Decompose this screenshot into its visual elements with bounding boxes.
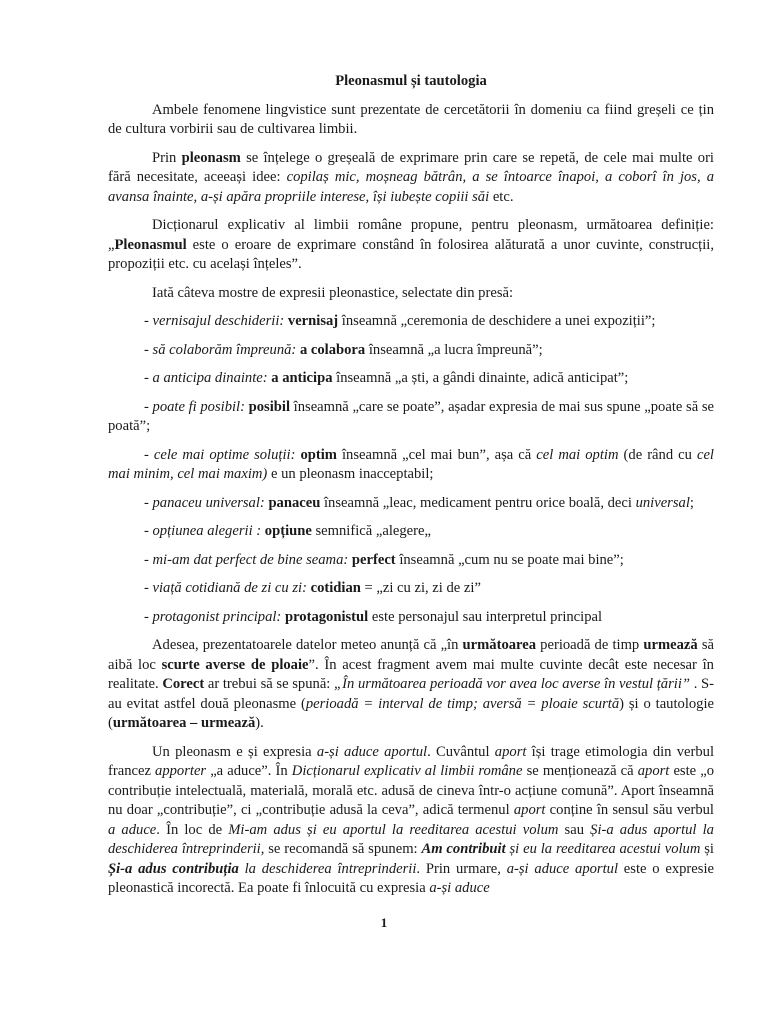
list-item [108,312,714,332]
text: conține în sensul său verbul [545,802,714,818]
phrase: - poate fi posibil: [144,398,245,415]
word: posibil [248,398,291,415]
text: ; [689,494,694,511]
text: înseamnă „leac, medicament pentru orice boală, deci [320,494,636,511]
text: este „o contribuție intelectuală, materială, morală etc. adusă de cineva într-o acțiune comună”. Aport înseamnă nu doar „contribuție”, ci „contribuție adusă la ceva”, adică termenul [108,763,715,818]
document-title: Pleonasmul și tautologia [335,73,487,89]
text: . În loc de [156,821,229,838]
text: aport [637,763,670,779]
text: la deschiderea întreprinderii [238,860,417,877]
text: sau [558,821,591,838]
text: Corect [162,676,205,692]
text: a-și aduce [429,880,490,896]
text: ar trebui să se spună: [204,676,335,692]
text: să aibă loc [108,637,714,673]
phrase: - mi-am dat perfect de bine seama: [144,551,349,568]
explanation: înseamnă „a ști, a gândi dinainte, adică anticipat”; [332,370,629,386]
text: „În următoarea perioadă vor avea loc averse în vestul țării” [334,676,691,692]
text: și eu la reeditarea acestui volum [505,841,701,857]
explanation: = „zi cu zi, zi de zi” [360,580,481,596]
text: a-și aduce aportul [316,743,428,760]
text: își trage etimologia din verbul francez [108,743,715,779]
text: a aduce [108,821,157,838]
text: (de rând cu [618,446,697,463]
text: Și-a adus aportul la deschiderea întreprinderii, [108,821,714,857]
word: opțiune [264,523,312,539]
text: urmează [643,637,698,653]
text: ) și o tautologie ( [108,695,715,731]
text: se înțelege o greșeală de exprimare prin care se repetă, de cele mai multe ori fără necesitate, aceeași idee: [108,149,714,185]
text-column [108,72,714,908]
term-pleonasmul: Pleonasmul [114,236,187,253]
explanation: este personajul sau interpretul principal [368,608,603,625]
word: protagonistul [284,608,369,625]
word: cotidian [310,580,361,596]
text: se menționează că [522,763,638,779]
phrase: - cele mai optime soluții: [144,446,296,463]
explanation: înseamnă „cum nu se poate mai bine”; [395,551,624,568]
paragraph-intro: Ambele fenomene lingvistice sunt prezentate de cercetătorii în domeniu ca fiind greșeli ce țin de cultura vorbirii sau de cultivarea limbii. [108,101,714,137]
explanation: înseamnă „care se poate”, așadar expresia de mai sus spune „poate să se poată”; [108,398,714,434]
text: scurte averse de ploaie [161,656,309,673]
text: Dicționarul explicativ al limbii române [291,763,523,779]
paragraph-dictionary [108,216,714,275]
phrase: - vernisajul deschiderii: [144,313,285,329]
list-item [108,522,714,542]
paragraph-samples-intro: Iată câteva mostre de expresii pleonastice, selectate din presă: [152,284,514,301]
text: Un pleonasm e și expresia [152,743,317,760]
text: perioadă = interval de timp; aversă = ploaie scurtă [305,695,620,712]
text: universal [635,494,690,511]
list-item [108,494,714,514]
list-item [108,398,714,437]
word: perfect [351,551,396,568]
phrase: - opțiunea alegerii : [144,523,262,539]
text: este o eroare de exprimare constând în folosirea alăturată a unor cuvinte, construcții, propoziții etc. cu același înțeles”. [108,236,714,272]
text: . S-au evitat astfel două pleonasme ( [108,676,714,712]
text: și [700,841,714,857]
explanation: semnifică „alegere„ [311,523,431,539]
text: etc. [489,188,514,205]
list-item [108,369,714,389]
word: vernisaj [287,313,339,329]
list-item [108,446,714,485]
text: Dicționarul explicativ al limbii române propune, pentru pleonasm, următoarea definiție: „ [108,217,714,253]
text: următoarea – urmează [112,715,256,731]
text: cel mai optim [536,446,619,463]
phrase: - panaceu universal: [144,494,265,511]
word: panaceu [268,494,321,511]
paragraph-definition [108,149,714,208]
text: „a aduce”. În [206,763,292,779]
text: . Cuvântul [427,743,495,760]
text: cel mai minim, cel mai maxim) [108,446,714,482]
text: a-și aduce aportul [506,860,619,877]
word: a anticipa [271,370,333,386]
term-pleonasm: pleonasm [181,149,241,166]
text: Și-a adus contribuția [108,860,239,877]
text: Prin [152,149,182,166]
text: e un pleonasm inacceptabil; [267,466,434,482]
text: este o expresie pleonastică incorectă. Ea poate fi înlocuită cu expresia [108,860,714,896]
text: Adesea, prezentatoarele datelor meteo anunță că „în [152,637,463,653]
phrase: - a anticipa dinainte: [144,370,268,386]
paragraph-weather [108,636,714,734]
text: Mi-am adus și eu aportul la reeditarea acestui volum [228,821,559,838]
page-number: 1 [380,915,388,930]
text: următoarea [462,637,537,653]
word: optim [300,446,337,463]
phrase: - să colaborăm împreună: [144,341,297,358]
word: a colabora [299,341,366,358]
paragraph-aport [108,743,714,899]
text: aport [494,743,527,760]
text: se recomandă să spunem: [264,841,422,857]
list-item [108,341,714,361]
examples: copilaș mic, moșneag bătrân, a se întoarce înapoi, a coborî în jos, a avansa înainte, a-și apăra propriile interese, își iubește copiii săi [108,169,714,205]
explanation: înseamnă „ceremonia de deschidere a unei expoziții”; [338,313,656,329]
text: perioadă de timp [536,637,644,653]
text: . Prin urmare, [416,860,507,877]
text: aport [513,802,546,818]
list-item [108,608,714,628]
text: înseamnă „cel mai bun”, așa că [336,446,537,463]
list-item [108,551,714,571]
text: ”. În acest fragment avem mai multe cuvinte decât este necesar în realitate. [108,656,714,692]
phrase: - protagonist principal: [144,608,282,625]
text: Am contribuit [421,841,506,857]
explanation: înseamnă „a lucra împreună”; [365,341,543,358]
list-item [108,579,714,599]
text: apporter [155,763,207,779]
phrase: - viață cotidiană de zi cu zi: [144,580,307,596]
text: ). [255,715,264,731]
